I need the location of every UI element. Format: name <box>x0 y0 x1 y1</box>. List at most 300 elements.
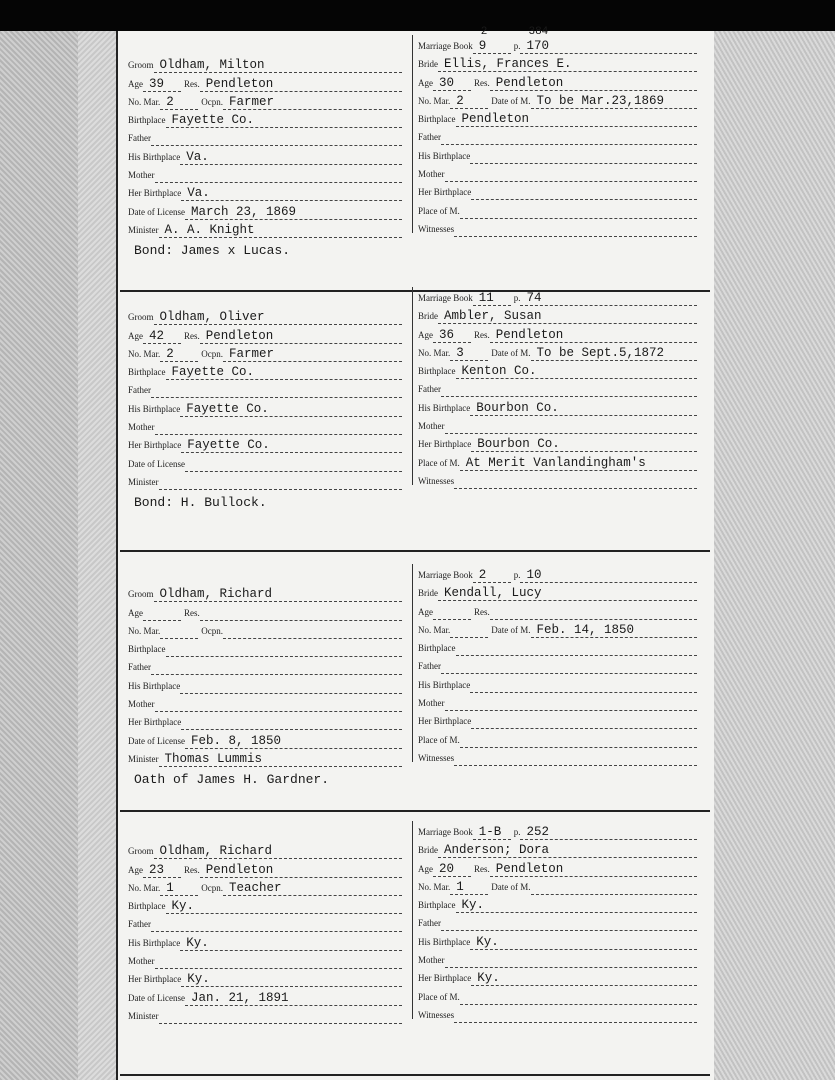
field-value-text: 11 <box>478 291 494 305</box>
field-value-text: A. A. Knight <box>164 222 255 237</box>
field-value <box>520 291 697 306</box>
record-field <box>513 26 700 54</box>
field-label: Her Birthplace <box>128 974 182 985</box>
field-value-superscript: 384 <box>528 26 549 38</box>
record-field <box>514 291 700 306</box>
record-row <box>128 344 405 362</box>
record-row <box>418 711 700 729</box>
record-field <box>418 57 700 72</box>
record-field <box>474 605 700 620</box>
record-field <box>128 95 201 110</box>
field-label: Father <box>418 918 441 929</box>
record-field <box>128 642 405 657</box>
record-field <box>128 606 184 621</box>
record-row <box>418 877 700 895</box>
field-value-text: 36 <box>439 327 455 342</box>
record-field <box>418 605 474 620</box>
field-label: Mother <box>418 955 445 966</box>
field-label: Groom <box>128 312 154 323</box>
field-value-text: Pendleton <box>495 75 564 90</box>
field-value <box>155 420 403 435</box>
field-value <box>531 346 698 361</box>
field-value <box>438 309 697 324</box>
field-label: Res. <box>184 78 200 89</box>
field-label: Witnesses <box>418 475 455 486</box>
field-value <box>450 346 488 361</box>
bride-column <box>418 568 700 766</box>
field-value-text: Fayette Co. <box>171 365 255 380</box>
field-value <box>185 205 402 220</box>
column-divider <box>412 821 413 1019</box>
record-field <box>128 734 405 749</box>
record-field <box>418 953 700 968</box>
field-value <box>159 752 403 767</box>
field-value <box>471 714 697 729</box>
field-label: Bride <box>418 59 438 70</box>
record-row <box>418 397 700 415</box>
record-row <box>128 73 405 91</box>
field-label: Age <box>128 607 143 618</box>
bride-column <box>418 825 700 1023</box>
groom-column <box>128 584 405 767</box>
record-row <box>418 200 700 218</box>
field-label: Father <box>128 919 151 930</box>
record-field <box>128 844 405 859</box>
record-row <box>418 825 700 840</box>
record-row <box>128 183 405 201</box>
field-label: Her Birthplace <box>418 439 472 450</box>
field-label: p. <box>513 41 521 51</box>
field-value <box>445 419 698 434</box>
field-value <box>460 456 697 471</box>
record-field <box>128 917 405 932</box>
record-field <box>128 936 405 951</box>
card-separator <box>120 810 710 812</box>
record-field <box>474 76 700 91</box>
field-label: p. <box>513 570 521 580</box>
field-value-text: Kendall, Lucy <box>444 586 542 601</box>
field-value <box>180 679 402 694</box>
field-label: Her Birthplace <box>418 973 472 984</box>
field-value-text: Fayette Co. <box>187 438 270 453</box>
record-field <box>514 825 700 840</box>
record-row <box>128 712 405 730</box>
field-value-text: Pendleton <box>495 327 564 342</box>
record-field <box>128 715 405 730</box>
field-value <box>181 186 402 201</box>
field-label: Mother <box>418 421 445 432</box>
field-label: Father <box>418 661 441 672</box>
column-divider <box>412 35 413 233</box>
record-field <box>128 991 405 1006</box>
record-field <box>418 204 700 219</box>
field-value <box>433 76 471 91</box>
field-value <box>456 364 698 379</box>
record-row <box>128 914 405 932</box>
field-value <box>185 734 402 749</box>
record-field <box>128 58 405 73</box>
field-value <box>154 587 403 602</box>
field-label: Age <box>128 864 143 875</box>
field-value-text: 170 <box>526 39 549 53</box>
record-field <box>418 346 491 361</box>
record-field <box>128 223 405 238</box>
record-field <box>128 77 184 92</box>
record-field <box>128 168 405 183</box>
record-row <box>418 306 700 324</box>
field-label: No. Mar. <box>128 625 161 636</box>
field-value <box>520 568 697 583</box>
field-value <box>151 660 402 675</box>
record-field <box>418 112 700 127</box>
record-field <box>418 916 700 931</box>
record-row <box>418 361 700 379</box>
column-divider <box>412 564 413 762</box>
field-value-text: 1 <box>166 880 174 895</box>
record-row <box>128 472 405 490</box>
field-label: Groom <box>128 846 154 857</box>
field-value-text: Oldham, Richard <box>159 587 273 602</box>
record-field <box>474 862 700 877</box>
field-value-text: Pendleton <box>461 112 530 127</box>
record-row <box>128 165 405 183</box>
field-label: Father <box>418 132 441 143</box>
field-value <box>470 935 697 950</box>
record-row <box>128 639 405 657</box>
field-label: No. Mar. <box>418 624 451 635</box>
field-value <box>159 1009 403 1024</box>
record-field <box>418 898 700 913</box>
record-field <box>184 77 405 92</box>
record-field <box>128 438 405 453</box>
field-label: No. Mar. <box>418 881 451 892</box>
field-value <box>200 77 402 92</box>
field-value <box>456 112 698 127</box>
field-value <box>143 606 181 621</box>
field-value <box>471 437 697 452</box>
record-row <box>418 858 700 876</box>
field-value <box>200 329 402 344</box>
field-label: Ocpn. <box>201 625 223 636</box>
field-value <box>460 733 697 748</box>
record-row <box>418 601 700 619</box>
scan-top-border <box>0 0 835 31</box>
record-row <box>128 969 405 987</box>
record-field <box>128 972 405 987</box>
record-row <box>418 620 700 638</box>
field-value-text: Oldham, Milton <box>159 58 265 73</box>
record-field <box>128 150 405 165</box>
field-value <box>473 291 511 306</box>
field-value <box>441 130 697 145</box>
record-field <box>184 329 405 344</box>
field-label: Ocpn. <box>201 348 223 359</box>
field-label: Place of M. <box>418 205 460 216</box>
record-row <box>418 986 700 1004</box>
record-row <box>128 584 405 602</box>
record-note: Bond: James x Lucas. <box>134 243 291 258</box>
bride-column <box>418 291 700 489</box>
record-row <box>418 568 700 583</box>
field-label: Witnesses <box>418 1009 455 1020</box>
record-field <box>418 364 700 379</box>
field-value <box>160 95 198 110</box>
field-value-text: 252 <box>526 825 549 839</box>
record-field <box>418 437 700 452</box>
field-label: Mother <box>128 699 155 710</box>
field-value <box>471 971 697 986</box>
field-label: Birthplace <box>128 367 166 378</box>
field-value <box>185 991 402 1006</box>
field-label: His Birthplace <box>418 679 471 690</box>
record-field <box>418 167 700 182</box>
record-field <box>491 346 700 361</box>
scan-left-margin <box>0 31 78 1080</box>
field-value <box>166 113 403 128</box>
field-label: No. Mar. <box>128 882 161 893</box>
record-row <box>418 840 700 858</box>
field-value <box>181 972 402 987</box>
field-value <box>520 26 697 54</box>
field-label: Age <box>128 330 143 341</box>
field-value <box>200 606 402 621</box>
record-field <box>491 94 700 109</box>
record-field <box>128 863 184 878</box>
record-field <box>491 623 700 638</box>
field-value <box>223 347 402 362</box>
record-row <box>128 694 405 712</box>
record-field <box>418 1008 700 1023</box>
field-value <box>154 844 403 859</box>
record-row <box>128 730 405 748</box>
field-value <box>151 383 402 398</box>
field-value <box>433 605 471 620</box>
field-label: Father <box>128 133 151 144</box>
field-label: Groom <box>128 589 154 600</box>
field-label: Bride <box>418 311 438 322</box>
record-field <box>128 954 405 969</box>
field-value <box>438 57 697 72</box>
record-field <box>128 660 405 675</box>
field-value-text: Thomas Lummis <box>164 751 263 766</box>
record-row <box>418 343 700 361</box>
record-field <box>474 328 700 343</box>
field-value <box>166 899 403 914</box>
record-row <box>128 146 405 164</box>
record-row <box>128 307 405 325</box>
record-field <box>418 222 700 237</box>
record-row <box>128 987 405 1005</box>
record-row <box>418 452 700 470</box>
field-label: His Birthplace <box>418 150 471 161</box>
field-label: Date of License <box>128 206 185 217</box>
field-label: Mother <box>128 422 155 433</box>
record-field <box>128 881 201 896</box>
field-value <box>166 642 403 657</box>
record-row <box>418 127 700 145</box>
field-value <box>155 697 403 712</box>
field-label: Witnesses <box>418 752 455 763</box>
field-value <box>473 26 511 54</box>
field-value-text: At Merit Vanlandingham's <box>465 455 646 470</box>
field-value <box>445 953 698 968</box>
field-value <box>454 222 697 237</box>
record-field <box>128 186 405 201</box>
field-value-text: Va. <box>187 186 210 201</box>
record-field <box>184 606 405 621</box>
record-row <box>418 895 700 913</box>
field-value <box>490 862 697 877</box>
field-value-text: Oldham, Oliver <box>159 310 265 325</box>
record-field <box>128 402 405 417</box>
record-field <box>128 752 405 767</box>
field-value <box>185 457 402 472</box>
record-field <box>128 131 405 146</box>
record-row <box>128 55 405 73</box>
record-field <box>201 347 405 362</box>
field-label: Birthplace <box>418 900 456 911</box>
record-field <box>418 130 700 145</box>
record-field <box>418 185 700 200</box>
field-value-text: 39 <box>149 76 165 91</box>
record-field <box>418 419 700 434</box>
field-label: Bride <box>418 588 438 599</box>
field-value-text: Ky. <box>476 934 499 949</box>
record-field <box>128 624 201 639</box>
marriage-record-card <box>128 568 703 794</box>
record-field <box>184 863 405 878</box>
field-label: Birthplace <box>128 644 166 655</box>
field-label: Res. <box>474 77 490 88</box>
marriage-record-card <box>128 291 703 517</box>
record-row <box>418 729 700 747</box>
record-note: Oath of James H. Gardner. <box>134 772 330 787</box>
scan-right-margin <box>714 31 835 1080</box>
record-row <box>418 26 700 54</box>
field-label: p. <box>513 293 521 303</box>
field-value-text: 3 <box>456 345 464 360</box>
field-label: His Birthplace <box>128 937 181 948</box>
field-label: Birthplace <box>418 643 456 654</box>
record-field <box>418 862 474 877</box>
field-label: Date of M. <box>491 95 531 106</box>
field-value-text: Jan. 21, 1891 <box>190 990 289 1005</box>
record-field <box>418 641 700 656</box>
marriage-record-card <box>128 26 703 265</box>
field-value <box>151 917 402 932</box>
record-row <box>128 362 405 380</box>
record-row <box>418 416 700 434</box>
field-value-text: 9 <box>478 39 487 53</box>
field-label: Marriage Book <box>418 827 473 837</box>
field-label: Date of M. <box>491 347 531 358</box>
record-row <box>418 219 700 237</box>
field-label: Mother <box>418 169 445 180</box>
field-label: Her Birthplace <box>128 188 182 199</box>
record-row <box>128 201 405 219</box>
field-label: Place of M. <box>418 991 460 1002</box>
field-value-text: March 23, 1869 <box>190 204 297 219</box>
field-value <box>155 954 403 969</box>
record-field <box>418 696 700 711</box>
field-label: Date of M. <box>491 624 531 635</box>
record-field <box>418 382 700 397</box>
record-row <box>418 1005 700 1023</box>
field-label: His Birthplace <box>418 936 471 947</box>
record-field <box>128 347 201 362</box>
field-value-text: Fayette Co. <box>186 401 269 416</box>
field-label: Res. <box>474 863 490 874</box>
record-field <box>418 149 700 164</box>
record-field <box>514 568 700 583</box>
field-label: His Birthplace <box>128 680 181 691</box>
record-row <box>418 324 700 342</box>
record-row <box>418 164 700 182</box>
record-field <box>418 26 514 54</box>
record-row <box>418 145 700 163</box>
record-row <box>418 434 700 452</box>
field-value-text: 74 <box>526 291 542 305</box>
record-field <box>418 714 700 729</box>
field-value <box>441 659 697 674</box>
card-separator <box>120 550 710 552</box>
field-value-text: Teacher <box>229 880 282 895</box>
field-label: Father <box>128 662 151 673</box>
field-value <box>531 880 698 895</box>
record-row <box>128 896 405 914</box>
field-label: Date of License <box>128 992 185 1003</box>
field-value-text: Feb. 8, 1850 <box>190 733 281 748</box>
record-field <box>201 624 405 639</box>
field-value-text: Va. <box>186 149 209 164</box>
field-label: Minister <box>128 476 159 487</box>
field-label: Minister <box>128 224 159 235</box>
field-value <box>180 402 402 417</box>
record-row <box>128 380 405 398</box>
field-value <box>456 898 698 913</box>
field-value-text: Ky. <box>186 935 209 950</box>
field-value-text: Oldham, Richard <box>159 844 273 859</box>
record-row <box>128 417 405 435</box>
record-row <box>418 471 700 489</box>
field-value <box>470 678 697 693</box>
field-value <box>450 880 488 895</box>
field-value <box>143 77 181 92</box>
field-value <box>159 223 403 238</box>
record-row <box>128 435 405 453</box>
record-field <box>128 697 405 712</box>
field-value-superscript: 2 <box>480 26 488 38</box>
field-value <box>445 167 698 182</box>
scan-left-strip <box>78 31 116 1080</box>
field-label: Birthplace <box>128 115 166 126</box>
field-value-text: Ky. <box>477 971 500 986</box>
field-value <box>490 605 697 620</box>
record-field <box>418 935 700 950</box>
record-field <box>128 205 405 220</box>
record-row <box>418 72 700 90</box>
record-row <box>418 913 700 931</box>
field-value-text: Pendleton <box>205 76 274 91</box>
card-separator <box>120 1074 710 1076</box>
field-label: Birthplace <box>128 901 166 912</box>
record-row <box>418 91 700 109</box>
record-row <box>418 54 700 72</box>
field-value-text: Ellis, Frances E. <box>444 57 572 72</box>
record-field <box>418 733 700 748</box>
record-field <box>418 678 700 693</box>
record-field <box>128 365 405 380</box>
